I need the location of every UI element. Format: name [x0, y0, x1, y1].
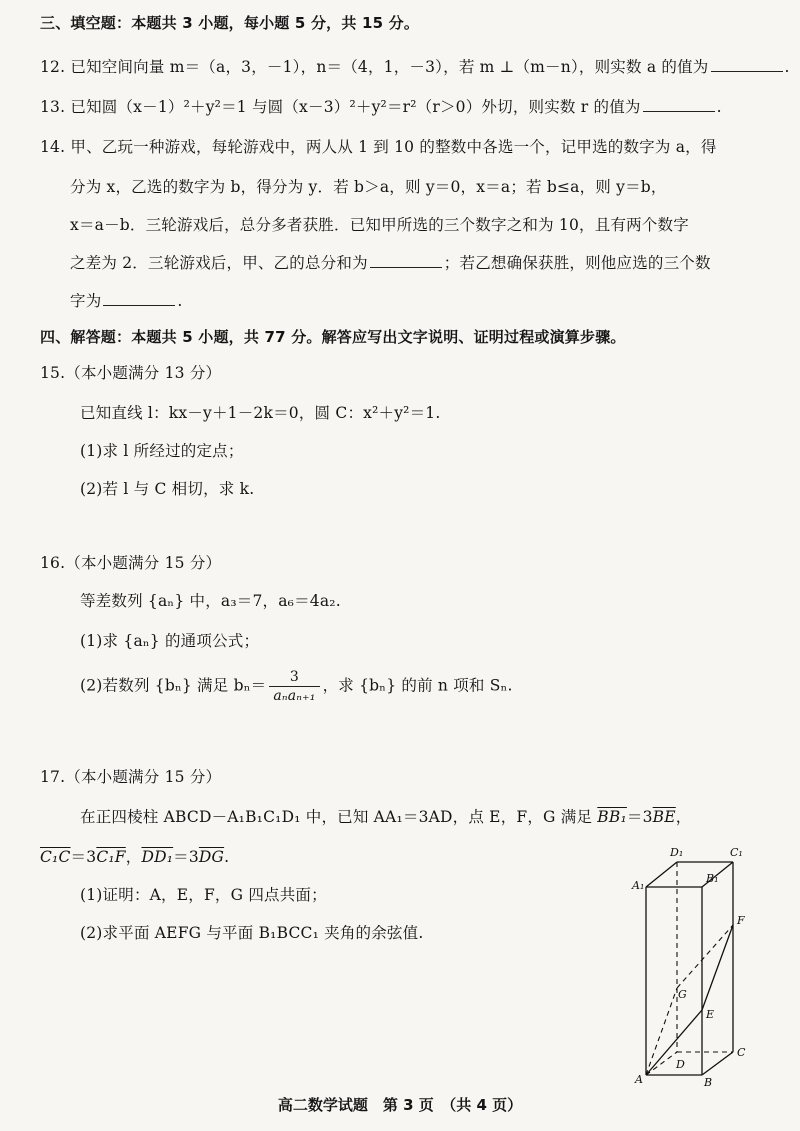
q17-end-2: . — [224, 848, 230, 866]
q17-eq-1: ＝3 — [626, 808, 653, 826]
q14-line-4b: ；若乙想确保获胜，则他应选的三个数 — [443, 254, 711, 272]
q16-stem: 等差数列 {aₙ} 中，a₃＝7，a₆＝4a₂. — [80, 592, 341, 610]
q17-eq-3: ＝3 — [173, 848, 199, 866]
q17-sep: ， — [125, 848, 142, 866]
q17-heading: 17.（本小题满分 15 分） — [40, 768, 222, 786]
q15-heading: 15.（本小题满分 13 分） — [40, 364, 222, 382]
label-d: D — [676, 1058, 685, 1071]
q15-stem: 已知直线 l：kx－y＋1－2k＝0，圆 C：x²＋y²＝1. — [80, 404, 441, 422]
line-ef — [702, 925, 733, 1010]
line-ae — [646, 1010, 702, 1075]
q14-sum-blank[interactable] — [370, 253, 442, 268]
question-12 — [40, 56, 790, 78]
q15-part-2: (2)若 l 与 C 相切，求 k. — [80, 480, 255, 498]
q12-text: 12. 已知空间向量 m＝（a，3，－1），n＝（4，1，－3），若 m ⊥（m－n），则实数 a 的值为 — [40, 58, 709, 76]
label-f: F — [737, 914, 745, 927]
fraction-numerator: 3 — [269, 668, 319, 687]
vector-be: $\overline{BE}$ — [652, 808, 676, 826]
q17-line-1a: 在正四棱柱 ABCD－A₁B₁C₁D₁ 中，已知 AA₁＝3AD，点 E，F，G 满足 — [80, 808, 598, 826]
q16-part-1: (1)求 {aₙ} 的通项公式； — [80, 632, 260, 650]
q13-end: . — [716, 98, 722, 116]
q16-part-2b: ，求 {bₙ} 的前 n 项和 Sₙ. — [322, 676, 513, 695]
q14-line-5 — [70, 290, 790, 312]
q16-heading: 16.（本小题满分 15 分） — [40, 554, 222, 572]
q12-end: . — [784, 58, 790, 76]
page-footer: 高二数学试题 第 3 页 （共 4 页） — [277, 1096, 523, 1114]
q16-fraction — [269, 668, 319, 705]
q12-answer-blank[interactable] — [711, 57, 783, 72]
q14-line-4 — [70, 252, 790, 274]
label-b: B — [704, 1076, 713, 1089]
q13-answer-blank[interactable] — [643, 97, 715, 112]
vector-c1f: C₁F — [96, 848, 126, 866]
fraction-denominator: aₙaₙ₊₁ — [273, 688, 316, 704]
label-c1: C₁ — [730, 846, 743, 859]
hidden-line-gf — [677, 925, 733, 988]
q17-part-2: (2)求平面 AEFG 与平面 B₁BCC₁ 夹角的余弦值. — [80, 924, 424, 942]
q15-part-1: (1)求 l 所经过的定点； — [80, 442, 244, 460]
vector-dg: $\overline{DG}$ — [198, 848, 225, 866]
label-a: A — [635, 1073, 643, 1086]
hidden-line-ag — [646, 988, 677, 1075]
q14-line-5b: . — [177, 292, 183, 310]
vector-dd1: DD₁ — [141, 848, 174, 866]
section-3-title: 三、填空题：本题共 3 小题，每小题 5 分，共 15 分。 — [40, 14, 420, 32]
q13-text: 13. 已知圆（x－1）²＋y²＝1 与圆（x－3）²＋y²＝r²（r＞0）外切，则实数 r 的值为 — [40, 98, 641, 116]
q17-eq-2: ＝3 — [70, 848, 97, 866]
q14-line-2: 分为 x，乙选的数字为 b，得分为 y．若 b＞a，则 y＝0，x＝a；若 b≤a，则 y＝b， — [70, 178, 667, 196]
section-4-title: 四、解答题：本题共 5 小题，共 77 分。解答应写出文字说明、证明过程或演算步骤。 — [40, 328, 626, 346]
vector-bb1: BB₁ — [597, 808, 627, 826]
prism-figure — [620, 840, 780, 1100]
label-g: G — [678, 988, 687, 1001]
q16-part-2a: (2)若数列 {bₙ} 满足 bₙ＝ — [80, 676, 267, 695]
label-a1: A₁ — [632, 879, 645, 892]
label-c: C — [737, 1046, 746, 1059]
edge-bc — [702, 1052, 733, 1075]
edge-a1d1 — [646, 862, 677, 887]
q14-line-5a: 字为 — [70, 292, 102, 310]
question-13 — [40, 96, 760, 118]
vector-c1c: C₁C — [40, 848, 71, 866]
q14-numbers-blank[interactable] — [103, 291, 175, 306]
label-d1: D₁ — [670, 846, 684, 859]
q17-end-1: ， — [675, 808, 692, 826]
label-e: E — [706, 1008, 715, 1021]
q17-line-1 — [80, 806, 800, 828]
q17-part-1: (1)证明：A，E，F，G 四点共面； — [80, 886, 327, 904]
q14-line-3: x＝a－b．三轮游戏后，总分多者获胜．已知甲所选的三个数字之和为 10，且有两个数字 — [70, 216, 689, 234]
q14-line-4a: 之差为 2．三轮游戏后，甲、乙的总分和为 — [70, 254, 368, 272]
q16-part-2 — [80, 668, 800, 705]
label-b1: B₁ — [706, 872, 719, 885]
q14-line-1: 14. 甲、乙玩一种游戏，每轮游戏中，两人从 1 到 10 的整数中各选一个，记甲选的数字为 a，得 — [40, 138, 717, 156]
